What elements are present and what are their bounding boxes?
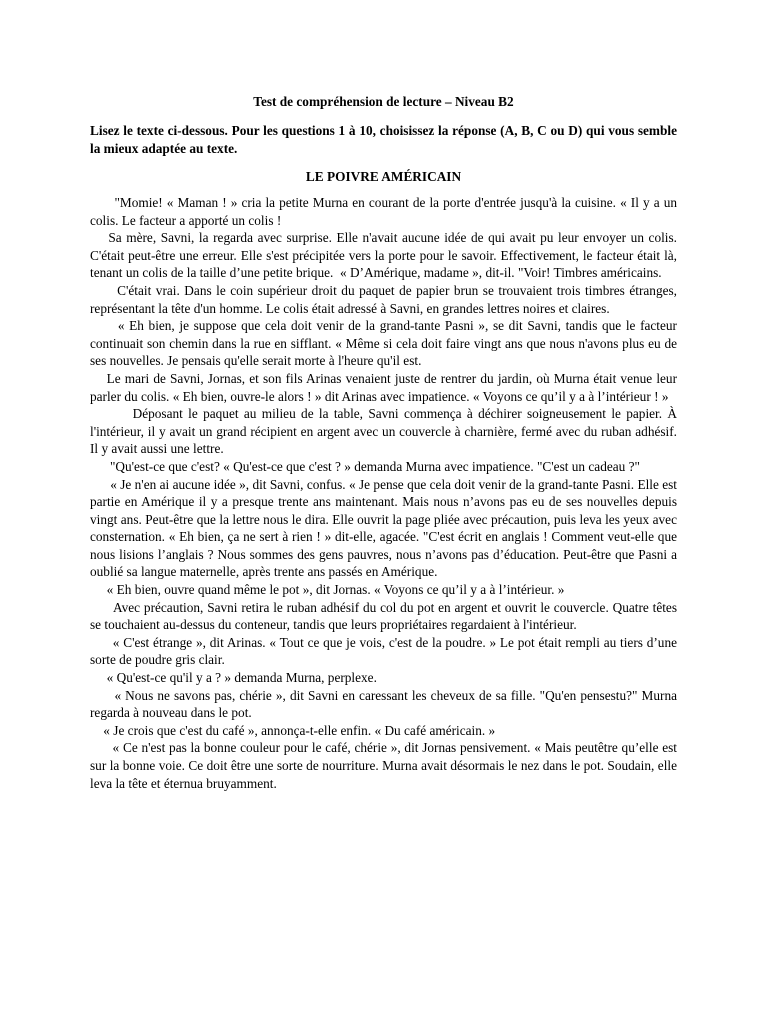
story-body <box>90 194 681 792</box>
story-paragraph: « Je crois que c'est du café », annonça-t-elle enfin. « Du café américain. » <box>90 722 496 738</box>
story-paragraph: Le mari de Savni, Jornas, et son fils Arinas venaient juste de rentrer du jardin, où Murna était venue leur parler du colis. « Eh bien, ouvre-le alors ! » dit Arinas avec impatience. « Voyons ce qu’il y a à l’intérieur ! » <box>90 370 681 404</box>
document-title: Test de compréhension de lecture – Niveau B2 <box>253 94 514 109</box>
document-page <box>90 93 681 792</box>
story-paragraph: Sa mère, Savni, la regarda avec surprise. Elle n'avait aucune idée de qui avait pu leur envoyer un colis. C'était peut-être une erreur. Elle s'est précipitée vers la porte pour le savoir. Effectivement, le facteur était là, tenant un colis de la taille d’une petite brique. « D’Amérique, madame », dit-il. "Voir! Timbres américains. <box>90 230 681 281</box>
story-paragraph: « Ce n'est pas la bonne couleur pour le café, chérie », dit Jornas pensivement. « Mais peutêtre qu’elle est sur la bonne voie. Ce doit être une sorte de nourriture. Murna avait désormais le nez dans le pot. Soudain, elle leva la tête et éternua bruyamment. <box>90 740 681 791</box>
instructions: Lisez le texte ci-dessous. Pour les questions 1 à 10, choisissez la réponse (A, B, C ou D) qui vous semble la mieux adaptée au texte. <box>90 123 677 156</box>
story-paragraph: « Eh bien, ouvre quand même le pot », dit Jornas. « Voyons ce qu’il y a à l’intérieur. » <box>90 582 565 598</box>
story-paragraph: « Nous ne savons pas, chérie », dit Savni en caressant les cheveux de sa fille. "Qu'en pensestu?" Murna regarda à nouveau dans le pot. <box>90 687 681 721</box>
story-paragraph: "Qu'est-ce que c'est? « Qu'est-ce que c'est ? » demanda Murna avec impatience. "C'est un cadeau ?" <box>90 458 640 474</box>
story-paragraph: Déposant le paquet au milieu de la table, Savni commença à déchirer soigneusement le papier. À l'intérieur, il y avait un grand récipient en argent avec un couvercle à charnière, fermé avec du ruban adhésif. Il y avait aussi une lettre. <box>90 406 681 457</box>
story-paragraph: Avec précaution, Savni retira le ruban adhésif du col du pot en argent et ouvrit le couvercle. Quatre têtes se touchaient au-dessus du conteneur, tandis que leurs propriétaires regardaient à l'intérieur. <box>90 599 681 633</box>
story-paragraph: "Momie! « Maman ! » cria la petite Murna en courant de la porte d'entrée jusqu'à la cuisine. « Il y a un colis. Le facteur a apporté un colis ! <box>90 195 681 228</box>
story-paragraph: C'était vrai. Dans le coin supérieur droit du paquet de papier brun se trouvaient trois timbres étranges, représentant la tête d'un homme. Le colis était adressé à Savni, en grandes lettres noires et claires. <box>90 282 681 316</box>
story-paragraph: « Je n'en ai aucune idée », dit Savni, confus. « Je pense que cela doit venir de la grand-tante Pasni. Elle est partie en Amérique il y a presque trente ans maintenant. Mais nous n’avons pas eu de ses nouvelles depuis vingt ans. Peut-être que la lettre nous le dira. Elle ouvrit la page pliée avec précaution, puis leva les yeux avec consternation. « Eh bien, ça ne sert à rien ! » dit-elle, agacée. "C'est écrit en anglais ! Comment veut-elle que nous lisions l’anglais ? Nous sommes des gens pauvres, nous n’avons pas d’éducation. Peut-être que Pasni a oublié sa langue maternelle, après trente ans passés en Amérique. <box>90 476 681 580</box>
story-paragraph: « Eh bien, je suppose que cela doit venir de la grand-tante Pasni », se dit Savni, tandis que le facteur continuait son chemin dans la rue en sifflant. « Même si cela doit faire vingt ans que nous n'avons plus eu de ses nouvelles. Je pensais qu'elle serait morte à l'heure qu'il est. <box>90 318 681 369</box>
story-paragraph: « Qu'est-ce qu'il y a ? » demanda Murna, perplexe. <box>90 670 377 686</box>
story-paragraph: « C'est étrange », dit Arinas. « Tout ce que je vois, c'est de la poudre. » Le pot était rempli au tiers d’une sorte de poudre gris clair. <box>90 634 681 668</box>
story-title: LE POIVRE AMÉRICAIN <box>305 169 462 184</box>
